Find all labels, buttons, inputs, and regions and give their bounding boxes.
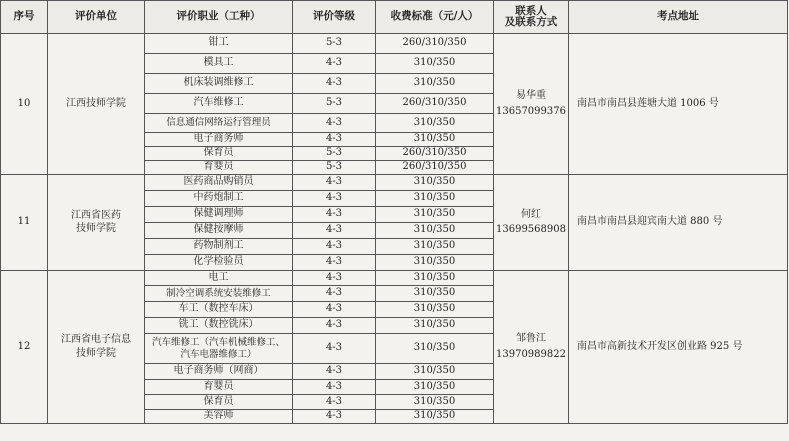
- contact-cell: [494, 34, 569, 175]
- fee-cell: 310/350: [376, 271, 494, 286]
- contact-name: 邹鲁江: [516, 333, 546, 344]
- level-cell: 4-3: [293, 380, 376, 395]
- group-unit: 江西技师学院: [48, 34, 145, 175]
- header-contact-line2: 及联系方式: [504, 16, 558, 28]
- header-occupation: 评价职业（工种）: [145, 1, 293, 34]
- level-cell: 4-3: [293, 334, 376, 364]
- occupation-cell: 电子商务师: [145, 133, 293, 147]
- level-cell: 4-3: [293, 255, 376, 271]
- occupation-cell: 药物制剂工: [145, 239, 293, 255]
- level-cell: 4-3: [293, 175, 376, 191]
- occupation-cell: 汽车维修工: [145, 94, 293, 114]
- fee-cell: 310/350: [376, 395, 494, 410]
- occupation-cell: 中药炮制工: [145, 191, 293, 207]
- level-cell: 4-3: [293, 74, 376, 94]
- occupation-cell: 车工（数控车床）: [145, 302, 293, 318]
- contact-phone: 13699568908: [496, 224, 566, 235]
- level-cell: 4-3: [293, 239, 376, 255]
- group-no: 10: [1, 34, 48, 175]
- occupation-cell: 保健调理师: [145, 207, 293, 223]
- contact-name: 易华重: [516, 90, 546, 101]
- level-cell: 4-3: [293, 364, 376, 380]
- contact-name: 何红: [521, 208, 541, 220]
- level-cell: 4-3: [293, 302, 376, 318]
- fee-cell: 310/350: [376, 318, 494, 334]
- address-cell: 南昌市南昌县迎宾南大道 880 号: [569, 175, 788, 271]
- address-cell: 南昌市高新技术开发区创业路 925 号: [569, 271, 788, 424]
- fee-cell: 310/350: [376, 54, 494, 74]
- group-unit-line2: 技师学院: [76, 223, 116, 234]
- occupation-cell: 化学检验员: [145, 255, 293, 271]
- occupation-cell: [145, 334, 293, 364]
- level-cell: 5-3: [293, 161, 376, 175]
- header-contact: [494, 1, 569, 34]
- level-cell: 5-3: [293, 147, 376, 161]
- address-cell: 南昌市南昌县莲塘大道 1006 号: [569, 34, 788, 175]
- fee-cell: 260/310/350: [376, 147, 494, 161]
- fee-cell: 260/310/350: [376, 34, 494, 54]
- fee-cell: 310/350: [376, 223, 494, 239]
- occupation-cell: 铣工（数控铣床）: [145, 318, 293, 334]
- contact-phone: 13657099376: [496, 105, 566, 117]
- occupation-cell: 美容师: [145, 410, 293, 424]
- fee-cell: 310/350: [376, 133, 494, 147]
- occupation-cell: 模具工: [145, 54, 293, 74]
- table-row: [1, 175, 788, 191]
- level-cell: 4-3: [293, 207, 376, 223]
- occupation-line1: 汽车维修工（汽车机械维修工、: [151, 336, 285, 348]
- level-cell: 4-3: [293, 223, 376, 239]
- contact-cell: [494, 175, 569, 271]
- level-cell: 4-3: [293, 410, 376, 424]
- fee-cell: 310/350: [376, 302, 494, 318]
- occupation-cell: 电工: [145, 271, 293, 286]
- fee-cell: 310/350: [376, 207, 494, 223]
- occupation-cell: 育婴员: [145, 380, 293, 395]
- fee-cell: 310/350: [376, 364, 494, 380]
- group-unit: [48, 271, 145, 424]
- header-unit: 评价单位: [48, 1, 145, 34]
- fee-cell: 310/350: [376, 239, 494, 255]
- fee-cell: 310/350: [376, 255, 494, 271]
- group-unit: [48, 175, 145, 271]
- fee-cell: 310/350: [376, 191, 494, 207]
- header-no: 序号: [1, 1, 48, 34]
- occupation-cell: 保育员: [145, 147, 293, 161]
- occupation-cell: 钳工: [145, 34, 293, 54]
- occupation-cell: 医药商品购销员: [145, 175, 293, 191]
- occupation-cell: 信息通信网络运行管理员: [145, 114, 293, 133]
- level-cell: 4-3: [293, 271, 376, 286]
- level-cell: 4-3: [293, 54, 376, 74]
- group-unit-line1: 江西省电子信息: [61, 334, 131, 345]
- level-cell: 4-3: [293, 286, 376, 302]
- contact-phone: 13970989822: [496, 348, 566, 360]
- occupation-cell: 育婴员: [145, 161, 293, 175]
- fee-cell: 310/350: [376, 334, 494, 364]
- level-cell: 4-3: [293, 114, 376, 133]
- contact-cell: [494, 271, 569, 424]
- level-cell: 4-3: [293, 191, 376, 207]
- fee-cell: 310/350: [376, 380, 494, 395]
- group-no: 11: [1, 175, 48, 271]
- fee-cell: 310/350: [376, 410, 494, 424]
- table-row: [1, 271, 788, 286]
- fee-cell: 310/350: [376, 74, 494, 94]
- level-cell: 4-3: [293, 395, 376, 410]
- level-cell: 5-3: [293, 94, 376, 114]
- header-row: [1, 1, 788, 34]
- fee-cell: 310/350: [376, 286, 494, 302]
- occupation-cell: 制冷空调系统安装维修工: [145, 286, 293, 302]
- group-unit-line1: 江西省医药: [71, 209, 121, 221]
- occupation-line2: 汽车电器维修工）: [180, 348, 257, 360]
- header-address: 考点地址: [569, 1, 788, 34]
- level-cell: 4-3: [293, 133, 376, 147]
- header-level: 评价等级: [293, 1, 376, 34]
- group-no: 12: [1, 271, 48, 424]
- occupation-cell: 保育员: [145, 395, 293, 410]
- fee-cell: 310/350: [376, 114, 494, 133]
- table-row: [1, 34, 788, 54]
- occupation-cell: 电子商务师（网商）: [145, 364, 293, 380]
- fee-cell: 260/310/350: [376, 94, 494, 114]
- fee-cell: 260/310/350: [376, 161, 494, 175]
- level-cell: 5-3: [293, 34, 376, 54]
- group-unit-line2: 技师学院: [76, 347, 116, 359]
- fee-cell: 310/350: [376, 175, 494, 191]
- occupation-cell: 机床装调维修工: [145, 74, 293, 94]
- header-fee: 收费标准（元/人）: [376, 1, 494, 34]
- level-cell: 4-3: [293, 318, 376, 334]
- occupation-cell: 保健按摩师: [145, 223, 293, 239]
- header-contact-line1: 联系人: [515, 4, 547, 17]
